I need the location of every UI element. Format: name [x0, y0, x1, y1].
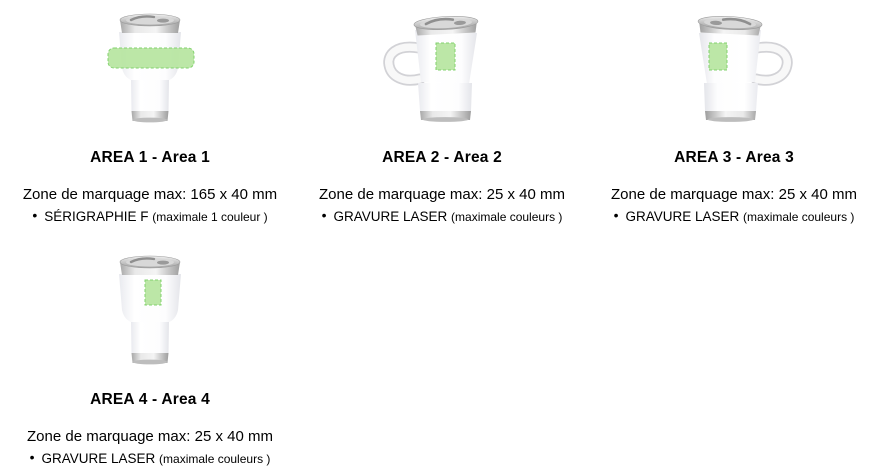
area-title: AREA 4 - Area 4 [90, 391, 210, 408]
technique-note: (maximale 1 couleur ) [152, 210, 268, 224]
mug-handle-right-icon [654, 8, 814, 133]
mug-handle-left-icon [362, 8, 522, 133]
technique-note: (maximale couleurs ) [743, 210, 855, 224]
marking-zone-rect [709, 43, 727, 70]
technique-name: GRAVURE LASER [333, 209, 448, 224]
technique-note: (maximale couleurs ) [159, 452, 271, 466]
technique-line [322, 208, 563, 226]
technique-name: GRAVURE LASER [41, 451, 156, 466]
area-card-2 [296, 0, 588, 226]
product-image-area-4 [70, 250, 230, 375]
zone-max-text: Zone de marquage max: 165 x 40 mm [22, 186, 278, 203]
product-image-area-1 [70, 8, 230, 133]
bullet-marker: • [613, 207, 619, 223]
bullet-marker: • [32, 207, 38, 223]
area-title: AREA 3 - Area 3 [674, 149, 794, 166]
zone-max-text: Zone de marquage max: 25 x 40 mm [27, 428, 273, 445]
area-title: AREA 1 - Area 1 [90, 149, 210, 166]
technique-name: SÉRIGRAPHIE F [44, 209, 149, 224]
bullet-marker: • [29, 449, 35, 465]
zone-max-text: Zone de marquage max: 25 x 40 mm [319, 186, 565, 203]
tumbler-icon [70, 250, 230, 375]
bullet-marker: • [321, 207, 327, 223]
product-image-area-2 [362, 8, 522, 133]
area-card-4 [4, 242, 296, 468]
area-card-1 [4, 0, 296, 226]
technique-note: (maximale couleurs ) [451, 210, 563, 224]
technique-name: GRAVURE LASER [625, 209, 740, 224]
tumbler-wrap-band-icon [70, 8, 230, 133]
product-image-area-3 [654, 8, 814, 133]
technique-line [32, 208, 267, 226]
technique-line [30, 450, 271, 468]
area-title: AREA 2 - Area 2 [382, 149, 502, 166]
technique-line [614, 208, 855, 226]
area-card-3 [588, 0, 876, 226]
zone-max-text: Zone de marquage max: 25 x 40 mm [611, 186, 857, 203]
marking-zone-rect [145, 280, 161, 305]
marking-zone-band [108, 48, 194, 68]
marking-zone-rect [436, 43, 455, 70]
